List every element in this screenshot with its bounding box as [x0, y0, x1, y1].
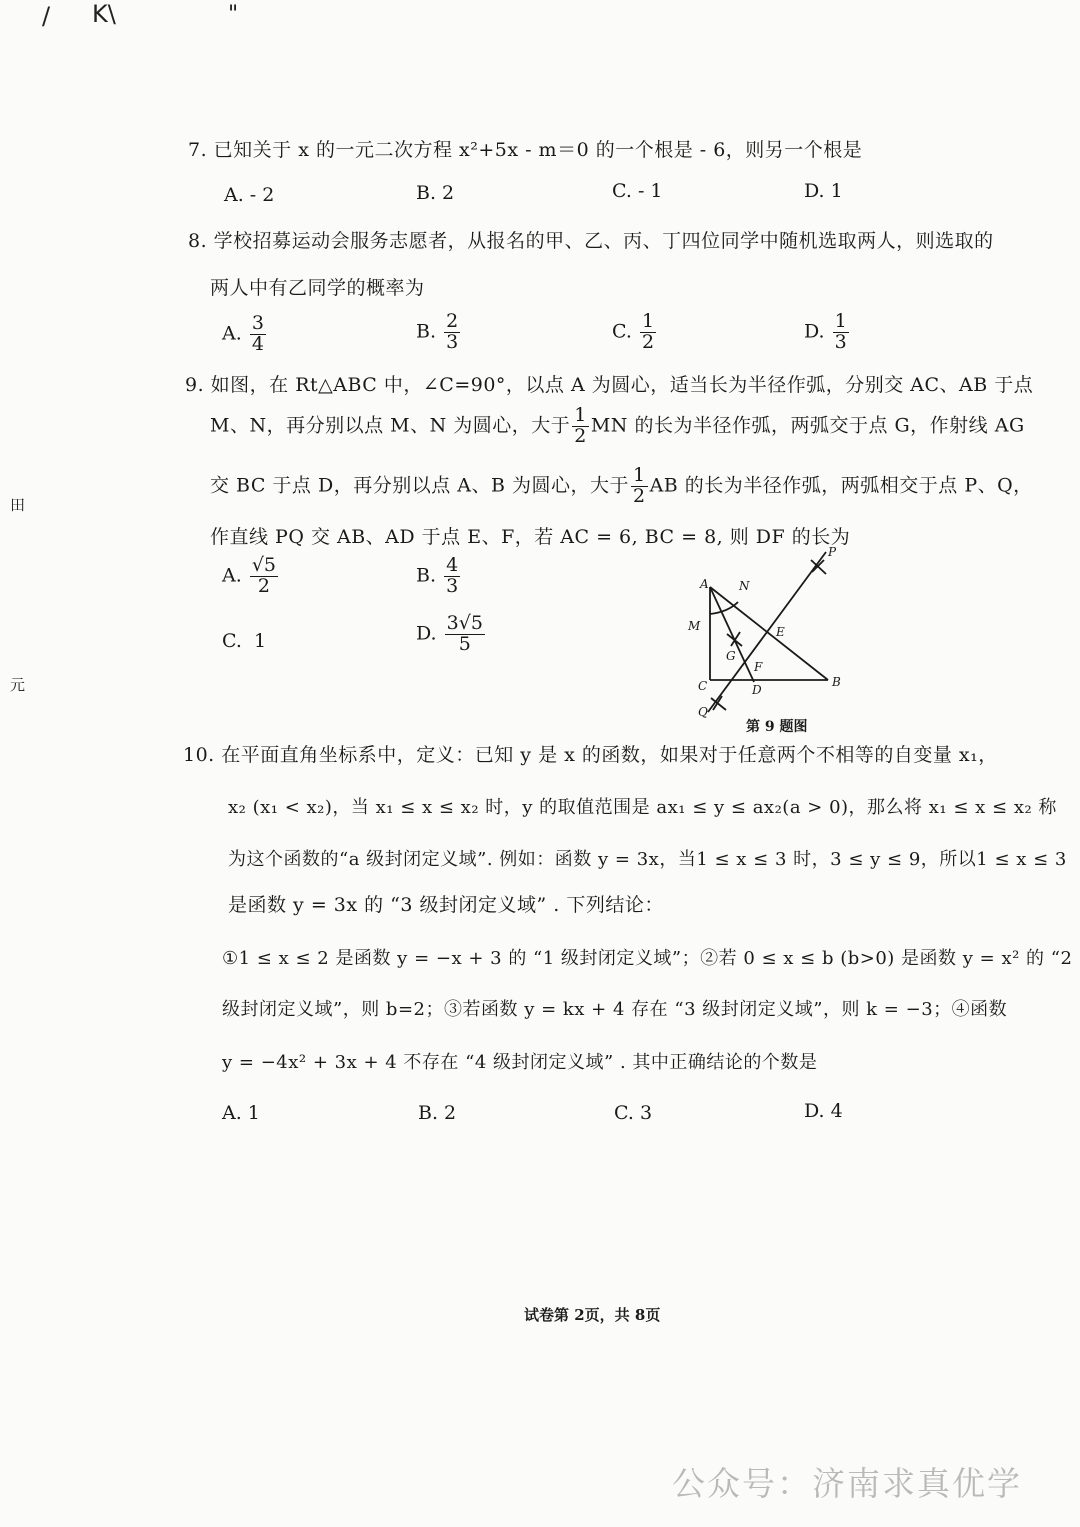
line-pq: [708, 552, 826, 712]
q9-option-a: [222, 556, 280, 597]
q9-line3-a: 交 BC 于点 D，再分别以点 A、B 为圆心，大于: [210, 474, 629, 497]
q8-option-b-fraction: [444, 312, 460, 353]
q8-option-a: [222, 314, 268, 355]
arc-mn: [710, 602, 738, 614]
label-f: F: [754, 660, 763, 674]
q10-option-a: A. 1: [222, 1102, 260, 1124]
q7-option-c: C. - 1: [612, 180, 663, 202]
numerator: 1: [574, 404, 587, 426]
q9-option-d: [416, 614, 487, 655]
numerator: 3√5: [446, 612, 483, 634]
numerator: √5: [251, 554, 277, 576]
numerator: 1: [632, 464, 646, 486]
label-g: G: [726, 649, 736, 663]
label-m: M: [688, 619, 701, 633]
q9-line3: [210, 466, 1033, 507]
side-mark-1: 田: [10, 496, 26, 514]
label-d: D: [752, 683, 762, 697]
label-e: E: [776, 625, 785, 639]
q9-line1: 9. 如图，在 Rt△ABC 中，∠C=90°，以点 A 为圆心，适当长为半径作弧，分别交 AC、AB 于点: [185, 374, 1034, 396]
top-mark-1: /: [42, 2, 51, 30]
numerator: 1: [834, 310, 847, 332]
q10-option-c: C. 3: [614, 1102, 653, 1124]
q10-line7: y = −4x² + 3x + 4 不存在 “4 级封闭定义域” . 其中正确结论的个数是: [222, 1052, 818, 1073]
numerator: 3: [251, 312, 264, 334]
label-b: B: [832, 675, 841, 689]
denominator: 4: [251, 332, 264, 355]
q7-option-d: D. 1: [804, 180, 843, 202]
q8-option-c: [612, 312, 658, 353]
q9-option-c-label: C.: [222, 630, 242, 652]
q7-stem: 7. 已知关于 x 的一元二次方程 x²+5x - m＝0 的一个根是 - 6，则另一个根是: [188, 139, 863, 161]
label-c: C: [698, 679, 708, 693]
q9-line3-fraction: [631, 466, 648, 507]
denominator: 2: [257, 574, 270, 597]
q8-option-d-label: D.: [804, 320, 825, 343]
q10-option-d: D. 4: [804, 1100, 843, 1122]
q10-line3: 为这个函数的“a 级封闭定义域”. 例如：函数 y = 3x，当1 ≤ x ≤ 3 时，3 ≤ y ≤ 9，所以1 ≤ x ≤ 3: [228, 849, 1067, 870]
denominator: 5: [458, 632, 471, 655]
q9-option-c-value: 1: [254, 630, 267, 652]
q9-line3-b: AB 的长为半径作弧，两弧相交于点 P、Q，: [649, 474, 1033, 497]
numerator: 1: [641, 310, 655, 332]
page-footer: 试卷第 2页，共 8页: [524, 1306, 661, 1324]
numerator: 2: [446, 310, 459, 332]
q9-option-a-fraction: [250, 556, 278, 597]
q9-option-a-label: A.: [222, 564, 242, 587]
q8-stem-line2: 两人中有乙同学的概率为: [210, 277, 425, 299]
q9-line2-a: M、N，再分别以点 M、N 为圆心，大于: [210, 414, 571, 437]
denominator: 2: [641, 330, 655, 353]
denominator: 3: [446, 574, 459, 597]
q9-option-d-label: D.: [416, 622, 437, 645]
q10-line5: ①1 ≤ x ≤ 2 是函数 y = −x + 3 的 “1 级封闭定义域”；②若 0 ≤ x ≤ b (b>0) 是函数 y = x² 的 “2: [222, 948, 1073, 969]
arc-g: [727, 632, 742, 646]
q9-line2-b: MN 的长为半径作弧，两弧交于点 G，作射线 AG: [590, 414, 1025, 437]
q7-option-a: A. - 2: [224, 184, 275, 206]
watermark: 公众号：济南求真优学: [672, 1464, 1022, 1503]
denominator: 3: [834, 330, 847, 353]
q9-line2-fraction: [572, 406, 589, 447]
q9-figure-caption: 第 9 题图: [746, 719, 808, 735]
q8-option-c-label: C.: [612, 320, 632, 343]
side-mark-2: 元: [10, 676, 26, 694]
q10-line6: 级封闭定义域”，则 b=2；③若函数 y = kx + 4 存在 “3 级封闭定义域”，则 k = −3；④函数: [222, 999, 1008, 1020]
q8-option-a-fraction: [250, 314, 266, 355]
q10-option-b: B. 2: [418, 1102, 457, 1124]
q8-option-b-label: B.: [416, 320, 437, 343]
q9-figure: [680, 540, 860, 730]
q8-option-d: [804, 312, 851, 353]
label-a: A: [700, 577, 709, 591]
q10-line2: x₂ (x₁ < x₂)，当 x₁ ≤ x ≤ x₂ 时，y 的取值范围是 ax₁ ≤ y ≤ ax₂(a > 0)，那么将 x₁ ≤ x ≤ x₂ 称: [228, 797, 1057, 818]
q10-line1: 10. 在平面直角坐标系中，定义：已知 y 是 x 的函数，如果对于任意两个不相等的自变量 x₁，: [183, 744, 998, 766]
q9-option-c: [222, 630, 266, 652]
q9-option-b: [416, 556, 462, 597]
q8-option-c-fraction: [640, 312, 656, 353]
numerator: 4: [446, 554, 459, 576]
ray-ag: [710, 587, 754, 682]
q8-option-a-label: A.: [222, 322, 242, 345]
q9-option-d-fraction: [445, 614, 485, 655]
q8-stem-line1: 8. 学校招募运动会服务志愿者，从报名的甲、乙、丙、丁四位同学中随机选取两人，则选取的: [188, 230, 994, 252]
q9-line4: 作直线 PQ 交 AB、AD 于点 E、F，若 AC = 6, BC = 8, 则 DF 的长为: [210, 526, 851, 548]
denominator: 3: [446, 330, 459, 353]
label-q: Q: [698, 705, 708, 719]
q9-option-b-label: B.: [416, 564, 437, 587]
q9-line2: [210, 406, 1025, 447]
q10-line4: 是函数 y = 3x 的 “3 级封闭定义域” . 下列结论：: [228, 894, 664, 916]
label-n: N: [739, 579, 750, 593]
top-mark-2: K\: [92, 0, 116, 28]
denominator: 2: [574, 424, 587, 447]
top-mark-3: ": [228, 2, 239, 27]
q9-option-b-fraction: [444, 556, 460, 597]
q7-option-b: B. 2: [416, 182, 455, 204]
q8-option-b: [416, 312, 462, 353]
denominator: 2: [632, 484, 646, 507]
q8-option-d-fraction: [833, 312, 849, 353]
label-p: P: [828, 545, 837, 559]
